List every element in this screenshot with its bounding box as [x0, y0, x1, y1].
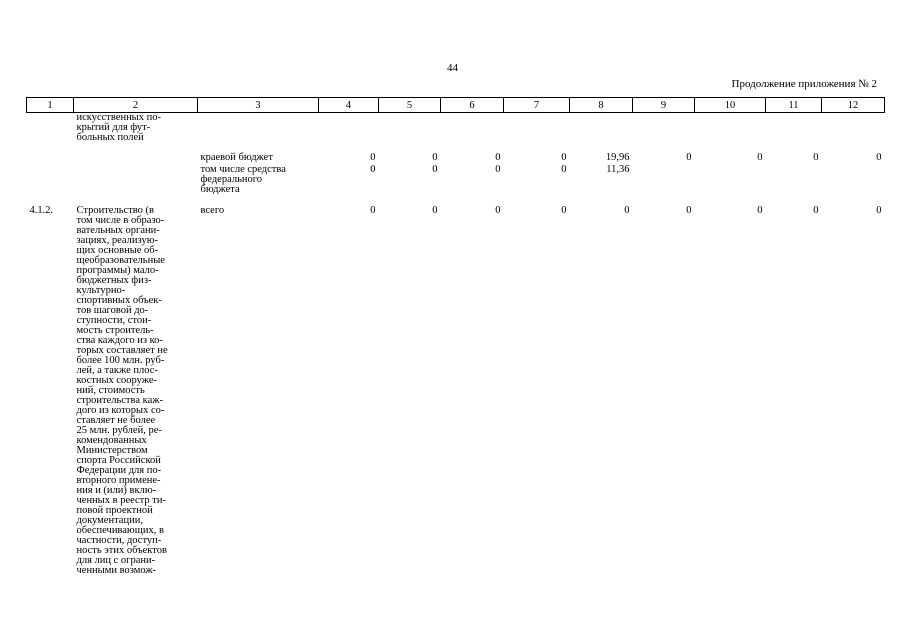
value-cell: 0: [561, 152, 567, 163]
value-cell: [441, 113, 504, 144]
row-source-cell: том числе средства федерального бюджета: [200, 164, 286, 195]
value-cell: 0: [686, 205, 692, 216]
column-header-4: 4: [319, 98, 379, 113]
value-cell: 0: [876, 205, 882, 216]
value-cell: 0: [495, 205, 501, 216]
value-cell: [766, 163, 822, 195]
row-source-cell: [198, 113, 319, 144]
column-header-12: 12: [822, 98, 885, 113]
value-cell: 19,96: [605, 152, 630, 163]
value-cell: 0: [813, 152, 819, 163]
column-header-6: 6: [441, 98, 504, 113]
value-cell: [504, 113, 570, 144]
value-cell: [319, 113, 379, 144]
column-header-5: 5: [379, 98, 441, 113]
value-cell: 11,36: [606, 164, 630, 175]
value-cell: [633, 163, 695, 195]
row-source-cell: всего: [200, 205, 225, 216]
table-row: [27, 143, 885, 163]
value-cell: 0: [432, 164, 438, 175]
row-description-cell: искусственных по- крытий для фут- больных полей: [76, 112, 161, 143]
appendix-table: [26, 97, 885, 576]
column-header-7: 7: [504, 98, 570, 113]
row-description-cell: [74, 163, 198, 195]
column-header-1: 1: [27, 98, 74, 113]
column-header-3: 3: [198, 98, 319, 113]
value-cell: [695, 163, 766, 195]
value-cell: 0: [757, 205, 763, 216]
value-cell: 0: [686, 152, 692, 163]
value-cell: 0: [432, 152, 438, 163]
table-row: [27, 195, 885, 576]
continuation-note: Продолжение приложения № 2: [731, 78, 877, 90]
table-row: [27, 163, 885, 195]
value-cell: 0: [370, 164, 376, 175]
value-cell: 0: [561, 164, 567, 175]
value-cell: [633, 113, 695, 144]
row-index-cell: [27, 163, 74, 195]
value-cell: [570, 113, 633, 144]
value-cell: [766, 113, 822, 144]
column-header-9: 9: [633, 98, 695, 113]
column-header-10: 10: [695, 98, 766, 113]
value-cell: 0: [561, 205, 567, 216]
row-source-cell: краевой бюджет: [200, 152, 273, 163]
value-cell: 0: [495, 164, 501, 175]
row-index-cell: 4.1.2.: [29, 205, 54, 216]
page-number: 44: [447, 62, 458, 74]
value-cell: [822, 113, 885, 144]
value-cell: [695, 113, 766, 144]
value-cell: 0: [757, 152, 763, 163]
value-cell: 0: [432, 205, 438, 216]
row-description-cell: Строительство (в том числе в образо- вательных органи- зациях, реализую- щих основные об- щеобразовательные программы) мало- бюджетных физ- культурно- спортивных объек- тов шаговой до- ступности, стои- мость строитель- ства каждого из ко- торых составляет не более 100 млн. руб- лей, а также плос- костных сооруже- ний, стоимость строительства каж- дого из которых со- ставляет не более 25 млн. рублей, ре- комендованных Министерством спорта Российской Федерации для по- вторного примене- ния и (или) вклю- ченных в реестр ти- повой проектной документации, обеспечивающих, в частности, доступ- ность этих объектов для лиц с ограни- ченными возмож-: [76, 205, 168, 576]
column-header-8: 8: [570, 98, 633, 113]
table-body: [27, 113, 885, 577]
value-cell: 0: [370, 205, 376, 216]
row-index-cell: [27, 113, 74, 144]
value-cell: [379, 113, 441, 144]
value-cell: 0: [813, 205, 819, 216]
value-cell: [822, 163, 885, 195]
column-header-2: 2: [74, 98, 198, 113]
value-cell: 0: [495, 152, 501, 163]
row-description-cell: [74, 143, 198, 163]
row-index-cell: [27, 143, 74, 163]
table-header-row: [27, 98, 885, 113]
table-row: [27, 113, 885, 144]
value-cell: 0: [624, 205, 630, 216]
value-cell: 0: [876, 152, 882, 163]
column-header-11: 11: [766, 98, 822, 113]
value-cell: 0: [370, 152, 376, 163]
